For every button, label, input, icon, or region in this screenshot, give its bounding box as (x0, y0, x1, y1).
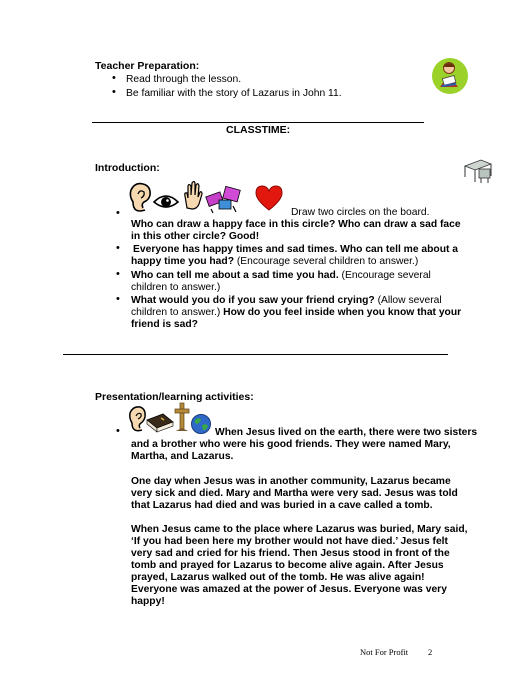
friends-icon (205, 184, 245, 214)
bullet: • (116, 207, 120, 219)
presentation-p3-line6: Everyone was amazed at the power of Jesus. Everyone was very (131, 584, 447, 595)
intro-bullet1-line1: Who can draw a happy face in this circle? Who can draw a sad face (131, 219, 461, 230)
eye-icon (152, 192, 180, 212)
heart-icon (254, 184, 284, 212)
teacher-reading-icon (431, 57, 469, 95)
school-desk-icon (461, 156, 495, 184)
bullet: • (116, 293, 120, 305)
bullet: • (116, 425, 120, 437)
teacher-prep-item-1: Read through the lesson. (126, 74, 242, 85)
presentation-lead: When Jesus lived on the earth, there were two sisters (215, 427, 478, 438)
cross-icon (173, 401, 191, 435)
presentation-p1-line2: and a brother who were his good friends. They were named Mary, (131, 439, 451, 450)
intro-bullet4-question2: How do you feel inside when you know that your (220, 307, 462, 318)
intro-bullet1-lead: Draw two circles on the board. (291, 207, 430, 218)
intro-bullet4-line2 (131, 307, 461, 320)
intro-bullet4-note: (Allow several (374, 295, 442, 306)
presentation-heading: Presentation/learning activities: (95, 391, 254, 403)
intro-bullet2-note: (Encourage several children to answer.) (233, 256, 419, 267)
presentation-p3-line5: prayed, Lazarus walked out of the tomb. He was alive again! (131, 572, 425, 583)
presentation-p2-line2: very sick and died. Mary and Martha were very sad. Jesus was told (131, 488, 458, 499)
presentation-p3-line2: ‘If you had been here my brother would not have died.’ Jesus felt (131, 536, 448, 547)
intro-bullet4-question: What would you do if you saw your friend crying? (131, 295, 375, 306)
classtime-label: CLASSTIME: (226, 124, 291, 136)
presentation-p3-line4: tomb and prayed for Lazarus to become alive again. After Jesus (131, 560, 444, 571)
intro-bullet1-line2: in this other circle? Good! (131, 231, 260, 242)
bullet: • (116, 268, 120, 280)
presentation-p3-line3: very sad and cried for his friend. Then Jesus stood in front of the (131, 548, 450, 559)
page-number: 2 (428, 647, 433, 657)
intro-bullet4-note2: children to answer.) (131, 307, 221, 318)
intro-bullet2-line2 (131, 256, 418, 269)
intro-bullet2-line1: Everyone has happy times and sad times. Who can tell me about a (133, 244, 459, 255)
ear-icon (125, 180, 153, 216)
hand-icon (181, 180, 203, 210)
section-rule (92, 122, 424, 123)
intro-bullet4-line3: friend is sad? (131, 319, 198, 330)
intro-bullet2-question: happy time you had? (131, 256, 234, 267)
footer-note: Not For Profit (360, 647, 409, 657)
intro-bullet3-question: Who can tell me about a sad time you had. (131, 270, 339, 281)
intro-bullet3-note: (Encourage several (338, 270, 431, 281)
bullet: • (112, 86, 116, 98)
presentation-p1-line3: Martha, and Lazarus. (131, 451, 234, 462)
intro-bullet3-line1 (131, 270, 431, 283)
teacher-prep-heading: Teacher Preparation: (95, 60, 200, 72)
intro-bullet4-line1 (131, 295, 442, 308)
presentation-p3-line7: happy! (131, 596, 165, 607)
bible-icon (145, 410, 175, 436)
section-rule (63, 354, 448, 355)
teacher-prep-item-2: Be familiar with the story of Lazarus in John 11. (126, 88, 342, 99)
bullet: • (116, 242, 120, 254)
globe-icon (190, 413, 212, 435)
presentation-p2-line3: that Lazarus had died and was buried in a cave called a tomb. (131, 500, 433, 511)
bullet: • (112, 72, 116, 84)
presentation-p3-line1: When Jesus came to the place where Lazarus was buried, Mary said, (131, 524, 468, 535)
presentation-p2-line1: One day when Jesus was in another community, Lazarus became (131, 476, 451, 487)
intro-bullet3-line2: children to answer.) (131, 282, 221, 293)
introduction-heading: Introduction: (95, 162, 160, 174)
